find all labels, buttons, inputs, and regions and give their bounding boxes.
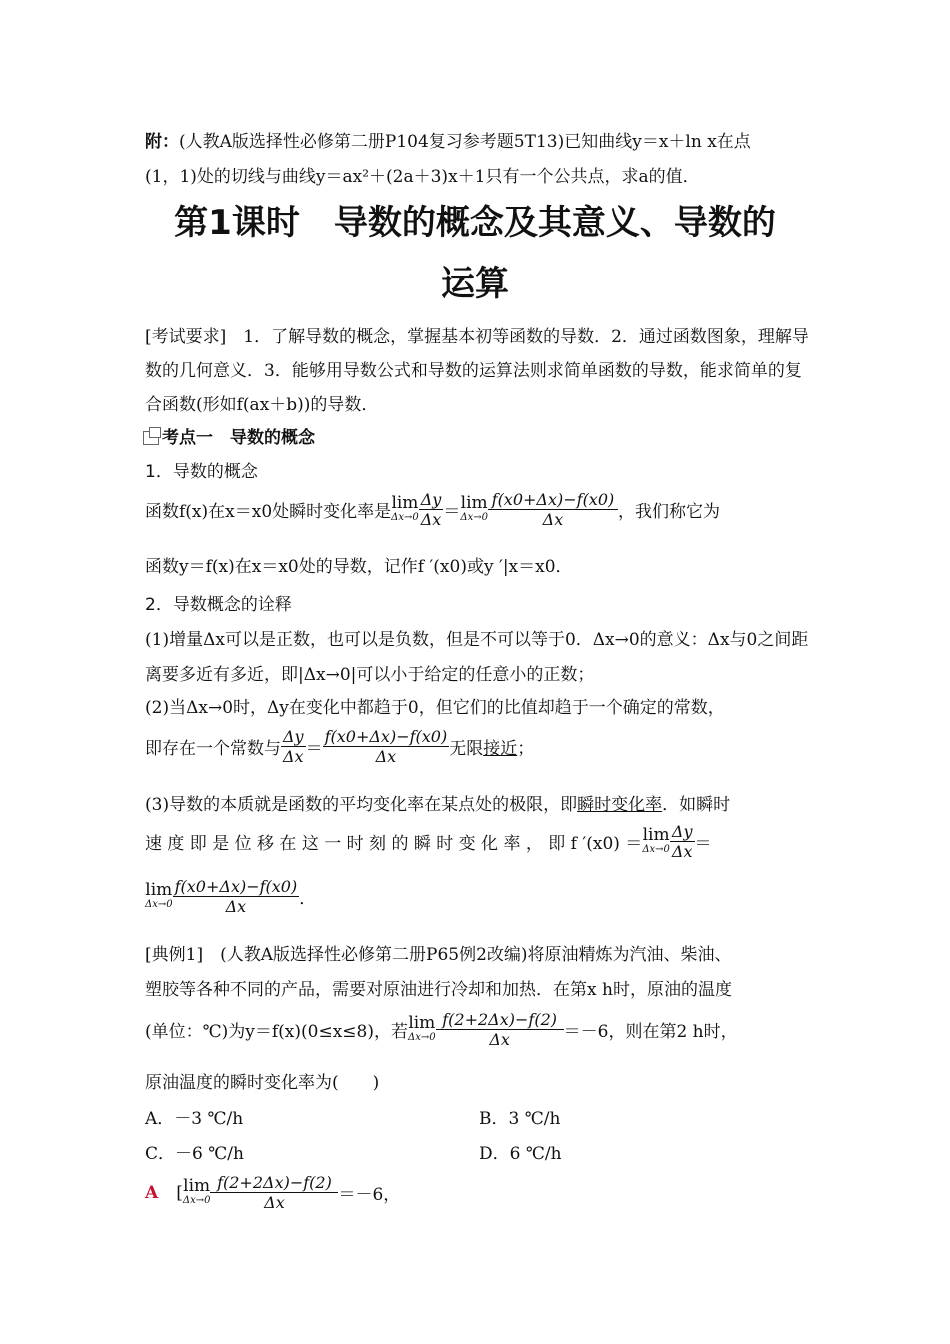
limit-1 <box>391 495 419 523</box>
example-line-1 <box>145 940 732 965</box>
lim-word: lim <box>408 1013 436 1034</box>
frac-den: Δx <box>264 1193 285 1212</box>
subsection-1-title: 1．导数的概念 <box>145 462 258 482</box>
frac-num: f(x0+Δx)−f(x0) <box>174 877 298 896</box>
interpretation-2a: (2)当Δx→0时，Δy在变化中都趋于0，但它们的比值却趋于一个确定的常数， <box>145 698 725 718</box>
appendix-line-2: (1，1)处的切线与曲线y＝ax²＋(2a＋3)x＋1只有一个公共点，求a的值． <box>145 167 700 187</box>
example-label: [典例1] <box>145 945 204 965</box>
fraction-diff-quotient-3 <box>173 877 300 916</box>
interp-text: 无限 <box>449 739 484 759</box>
equals-sign: ＝ <box>694 834 712 854</box>
fraction-dy-dx-1 <box>419 490 444 529</box>
answer-letter: A <box>145 1182 159 1203</box>
definition-text-2: ，我们称它为 <box>617 502 720 522</box>
equals-sign: ＝ <box>443 502 461 522</box>
example-line-2: 塑胶等各种不同的产品，需要对原油进行冷却和加热．在第x h时，原油的温度 <box>145 980 732 1000</box>
appendix-line-1 <box>145 127 751 152</box>
section-title: 考点一 导数的概念 <box>162 428 315 448</box>
frac-num: f(x0+Δx)−f(x0) <box>324 727 448 746</box>
section-heading <box>143 423 315 448</box>
lim-word: lim <box>460 493 488 514</box>
option-a[interactable]: A．－3 ℃/h <box>145 1109 244 1129</box>
answer-line <box>145 1173 400 1212</box>
lim-sub: Δx→0 <box>642 844 670 856</box>
definition-line-2: 函数y＝f(x)在x＝x0处的导数，记作f ′(x0)或y ′|x＝x0． <box>145 557 573 577</box>
answer-text: ＝－6， <box>338 1185 401 1205</box>
answer-bracket: [ <box>176 1182 183 1203</box>
frac-den: Δx <box>671 842 693 861</box>
lim-sub: Δx→0 <box>145 899 173 911</box>
fraction-diff-quotient-2 <box>323 727 450 766</box>
exam-requirements <box>145 320 810 422</box>
frac-num: Δy <box>420 490 442 509</box>
interpretation-3a <box>145 790 730 815</box>
interp-text: (3)导数的本质就是函数的平均变化率在某点处的极限，即 <box>145 795 578 815</box>
lim-word: lim <box>642 825 670 846</box>
fraction-answer <box>210 1173 338 1212</box>
interpretation-3c <box>145 877 316 916</box>
frac-den: Δx <box>420 510 442 529</box>
limit-3 <box>642 827 670 855</box>
interpretation-1: (1)增量Δx可以是正数，也可以是负数，但是不可以等于0．Δx→0的意义：Δx与0之间距离要多近有多近，即|Δx→0|可以小于给定的任意小的正数； <box>145 630 809 685</box>
fraction-dy-dx-3 <box>670 822 695 861</box>
limit-5 <box>408 1015 436 1043</box>
fraction-diff-quotient-1 <box>488 490 618 529</box>
definition-text-1: 函数f(x)在x＝x0处瞬时变化率是 <box>145 502 392 522</box>
frac-den: Δx <box>489 1030 510 1049</box>
interp-text: 速 度 即 是 位 移 在 这 一 时 刻 的 瞬 时 变 化 率 ， 即 f ′(x0) ＝ <box>145 834 643 854</box>
frac-den: Δx <box>375 747 397 766</box>
lesson-title-line-1: 第1课时 导数的概念及其意义、导数的 <box>174 203 776 243</box>
limit-2 <box>460 495 488 523</box>
requirements-text: 1．了解导数的概念，掌握基本初等函数的导数．2．通过函数图象，理解导数的几何意义．3．能够用导数公式和导数的运算法则求简单函数的导数，能求简单的复合函数(形如f(ax＋b))的导数． <box>145 327 809 415</box>
underlined-term: 接近 <box>483 739 518 759</box>
interpretation-3b <box>145 822 810 861</box>
interp-text: ； <box>517 739 535 759</box>
interpretation-2b <box>145 727 534 766</box>
limit-4 <box>145 882 173 910</box>
frac-num: Δy <box>283 727 304 746</box>
lim-sub: Δx→0 <box>391 512 419 524</box>
interp-text: 即存在一个常数与 <box>145 739 281 759</box>
lim-sub: Δx→0 <box>182 1195 211 1207</box>
option-c[interactable]: C．－6 ℃/h <box>145 1144 244 1164</box>
requirements-label: [考试要求] <box>145 327 227 347</box>
lim-word: lim <box>183 1176 211 1197</box>
appendix-text-1: (人教A版选择性必修第二册P104复习参考题5T13)已知曲线y＝x＋ln x在点 <box>179 132 751 152</box>
option-b[interactable]: B．3 ℃/h <box>479 1109 561 1129</box>
frac-num: f(2+2Δx)−f(2) <box>210 1173 338 1193</box>
example-line-4: 原油温度的瞬时变化率为( ) <box>145 1073 380 1093</box>
frac-num: Δy <box>671 822 693 841</box>
interp-text: ． <box>299 889 317 909</box>
section-icon <box>143 431 159 445</box>
fraction-dy-dx-2 <box>281 727 306 766</box>
lim-word: lim <box>145 880 173 901</box>
frac-num: f(2+2Δx)−f(2) <box>436 1010 564 1030</box>
fraction-example <box>436 1010 564 1049</box>
lim-sub: Δx→0 <box>460 512 488 524</box>
example-text: ＝－6，则在第2 h时， <box>563 1022 738 1042</box>
underlined-term: 瞬时变化率 <box>577 795 663 815</box>
frac-den: Δx <box>283 747 304 766</box>
example-text: (单位：℃)为y＝f(x)(0≤x≤8)，若 <box>145 1022 409 1042</box>
appendix-label: 附： <box>145 132 179 152</box>
example-line-3 <box>145 1010 738 1049</box>
lim-sub: Δx→0 <box>408 1032 436 1044</box>
frac-den: Δx <box>542 510 564 529</box>
equals-sign: ＝ <box>305 739 323 759</box>
lim-word: lim <box>391 493 419 514</box>
interp-text: ．如瞬时 <box>662 795 731 815</box>
frac-num: f(x0+Δx)−f(x0) <box>488 490 618 510</box>
option-d[interactable]: D．6 ℃/h <box>479 1144 562 1164</box>
frac-den: Δx <box>225 897 247 916</box>
subsection-2-title: 2．导数概念的诠释 <box>145 595 292 615</box>
definition-line-1 <box>145 490 720 529</box>
example-text: (人教A版选择性必修第二册P65例2改编)将原油精炼为汽油、柴油、 <box>203 945 732 965</box>
lesson-title-line-2: 运算 <box>441 264 509 304</box>
limit-6 <box>183 1178 211 1206</box>
